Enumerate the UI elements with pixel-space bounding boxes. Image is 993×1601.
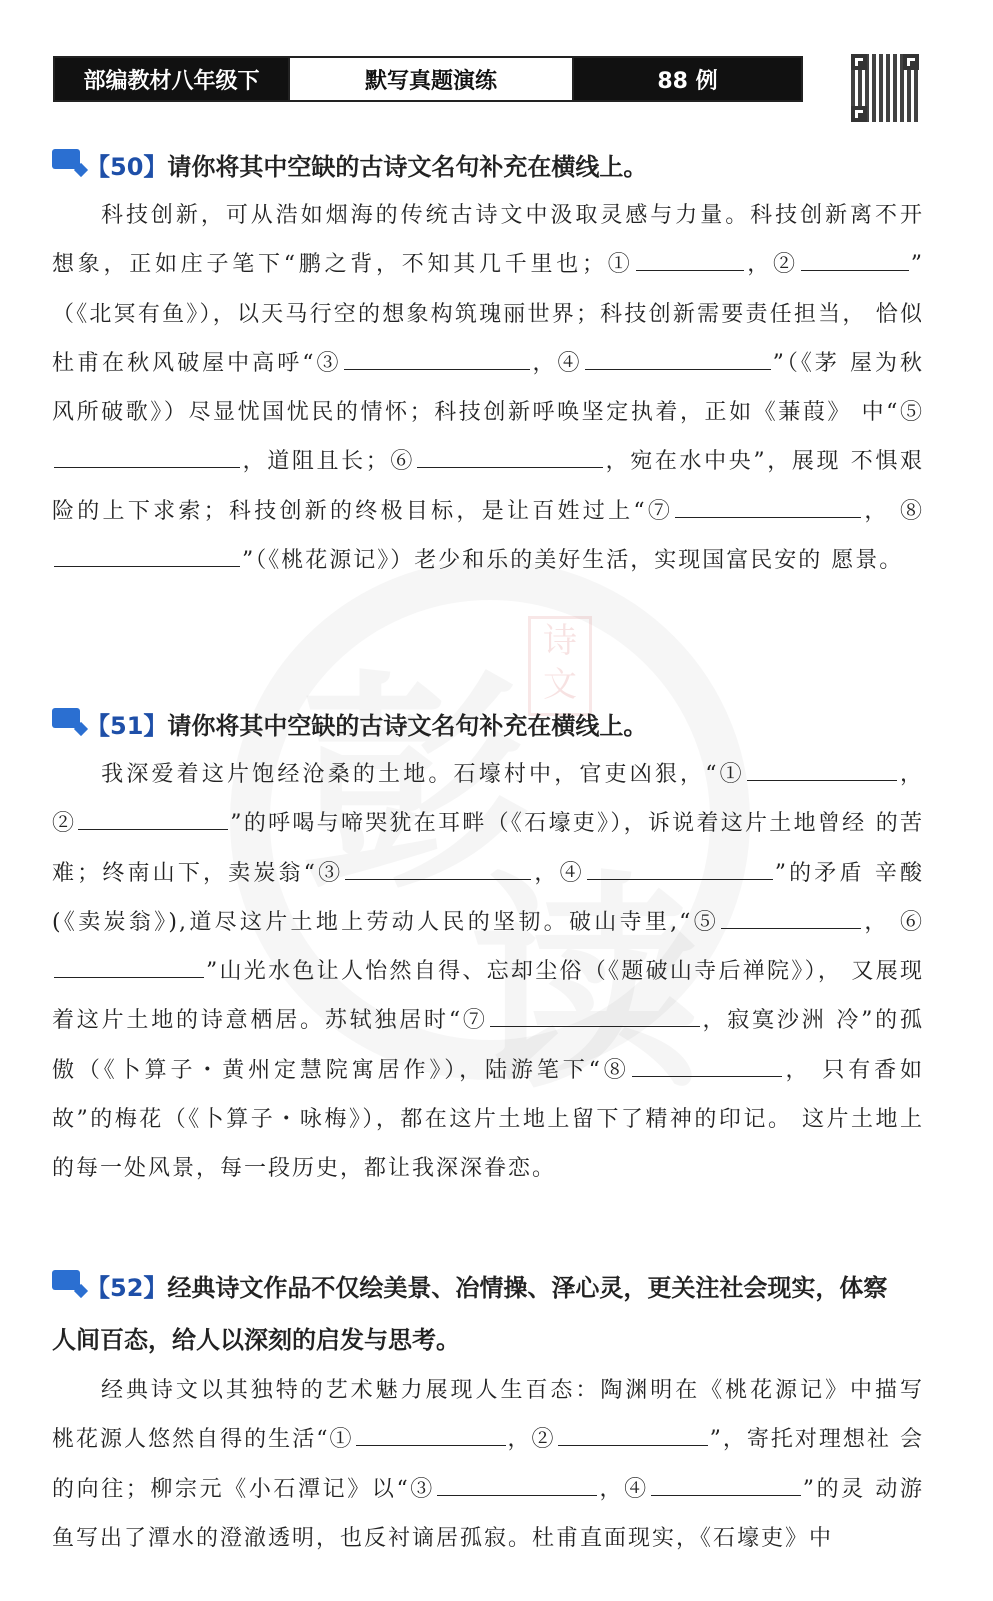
bookmark-icon bbox=[52, 149, 80, 169]
answer-blank[interactable] bbox=[558, 1419, 708, 1446]
passage-text: ，道阻且长；⑥ bbox=[242, 449, 415, 475]
passage-text: 这片土地上的每一处风景，每一段历史，都让我深深眷恋。 bbox=[52, 1107, 924, 1182]
passage-text: （《北冥有鱼》），以天马行空的想象构筑瑰丽世界；科技创新需要责任担当， bbox=[52, 301, 867, 327]
passage-text: 不惧艰险的上下求索；科技创新的终极目标，是让百姓过上“⑦ bbox=[52, 449, 924, 524]
bookmark-icon bbox=[52, 1270, 80, 1290]
answer-blank[interactable] bbox=[78, 803, 228, 830]
answer-blank[interactable] bbox=[437, 1469, 597, 1496]
question-passage bbox=[52, 191, 924, 585]
watermark-seal: 诗 文 bbox=[528, 616, 592, 716]
passage-text: ，② bbox=[507, 1427, 556, 1453]
question-passage bbox=[52, 750, 924, 1194]
question-number: 【52】 bbox=[86, 1274, 168, 1302]
answer-blank[interactable] bbox=[632, 1050, 782, 1077]
passage-text: ”的矛盾 bbox=[774, 860, 865, 886]
passage-text: ”（《桃花源记》）老少和乐的美好生活，实现国富民安的 bbox=[242, 548, 823, 574]
answer-blank[interactable] bbox=[636, 244, 744, 271]
passage-text: 中“⑤ bbox=[861, 400, 924, 426]
passage-text: 恰似杜甫在秋风破屋中高呼“③ bbox=[52, 301, 924, 376]
answer-blank[interactable] bbox=[344, 343, 530, 370]
passage-text: ，④ bbox=[533, 860, 585, 886]
passage-text: ”，寄托对理想社 bbox=[709, 1427, 891, 1453]
passage-text: ⑧ bbox=[899, 498, 924, 524]
question-prompt: 请你将其中空缺的古诗文名句补充在横线上。 bbox=[167, 712, 648, 740]
passage-text: ，② bbox=[745, 252, 799, 278]
passage-text: 辛酸(《卖炭翁》),道尽这片土地上劳动人民的坚韧。破山寺里,“⑤ bbox=[52, 860, 924, 935]
question-50 bbox=[52, 143, 924, 585]
passage-text: 会的向往；柳宗元《小石潭记》以“③ bbox=[52, 1427, 924, 1502]
answer-blank[interactable] bbox=[801, 244, 909, 271]
passage-text: ， bbox=[783, 1057, 812, 1083]
passage-text: 的苦难；终南山下，卖炭翁“③ bbox=[52, 811, 924, 886]
header-grade: 部编教材八年级下 bbox=[55, 58, 288, 100]
passage-text: 想象，正如庄子笔下“鹏之背，不知其几千里也；① bbox=[52, 252, 634, 278]
question-prompt: 请你将其中空缺的古诗文名句补充在横线上。 bbox=[167, 153, 648, 181]
passage-text: 我深爱着这片饱经沧桑的土地。石壕村中，官吏凶狠，“① bbox=[100, 762, 745, 787]
question-52 bbox=[52, 1262, 924, 1563]
answer-blank[interactable] bbox=[651, 1469, 801, 1496]
bookmark-icon bbox=[52, 708, 80, 728]
passage-text: 经典诗文以其独特的艺术魅力展现人生百态：陶渊明在《桃花源记》中描写 bbox=[100, 1378, 924, 1403]
question-heading bbox=[52, 702, 924, 750]
answer-blank[interactable] bbox=[417, 441, 603, 468]
qr-code-icon bbox=[851, 54, 919, 122]
passage-text: ，寂寞沙洲 bbox=[701, 1008, 827, 1034]
answer-blank[interactable] bbox=[345, 853, 531, 880]
passage-text: 动游鱼写出了潭水的澄澈透明，也反衬谪居孤寂。杜甫直面现实，《石壕吏》中 bbox=[52, 1476, 924, 1551]
passage-text: ， bbox=[898, 762, 924, 787]
question-prompt: 经典诗文作品不仅绘美景、冶情操、泽心灵，更关注社会现实，体察 bbox=[167, 1274, 888, 1302]
answer-blank[interactable] bbox=[54, 540, 240, 567]
passage-text: ，宛在水中央”，展现 bbox=[605, 449, 842, 475]
answer-blank[interactable] bbox=[587, 853, 773, 880]
passage-text: ” bbox=[910, 252, 924, 278]
answer-blank[interactable] bbox=[675, 491, 861, 518]
question-51 bbox=[52, 702, 924, 1194]
question-passage bbox=[52, 1366, 924, 1563]
passage-text: ”的灵 bbox=[802, 1476, 866, 1502]
passage-text: 只有香如故”的梅花（《卜算子・咏梅》），都在这片土地上留下了精神的印记。 bbox=[52, 1057, 924, 1133]
answer-blank[interactable] bbox=[54, 441, 240, 468]
header-title: 默写真题演练 bbox=[288, 58, 574, 100]
question-heading bbox=[52, 143, 924, 191]
passage-text: 又展现着这片土地的诗意栖居。苏轼独居时“⑦ bbox=[52, 959, 924, 1034]
passage-text: 桃花源人悠然自得的生活“① bbox=[52, 1427, 354, 1453]
question-prompt: 人间百态，给人以深刻的启发与思考。 bbox=[52, 1326, 460, 1354]
answer-blank[interactable] bbox=[490, 1000, 700, 1027]
answer-blank[interactable] bbox=[585, 343, 771, 370]
header-bar bbox=[53, 56, 803, 102]
answer-blank[interactable] bbox=[747, 754, 897, 781]
passage-text: 屋为秋风所破歌》）尽显忧国忧民的情怀；科技创新呼唤坚定执着，正如《蒹葭》 bbox=[52, 350, 924, 426]
passage-text: 科技创新，可从浩如烟海的传统古诗文中汲取灵感与力量。科技创新离不开 bbox=[100, 203, 924, 228]
answer-blank[interactable] bbox=[356, 1419, 506, 1446]
question-heading bbox=[52, 1262, 924, 1366]
answer-blank[interactable] bbox=[721, 902, 861, 929]
question-number: 【51】 bbox=[86, 712, 168, 740]
passage-text: ， bbox=[863, 909, 890, 935]
passage-text: ，④ bbox=[531, 350, 583, 376]
passage-text: 愿景。 bbox=[831, 548, 904, 574]
passage-text: ② bbox=[52, 811, 77, 837]
passage-text: ”山光水色让人怡然自得、忘却尘俗（《题破山寺后禅院》）， bbox=[206, 959, 843, 985]
passage-text: ”（《茅 bbox=[772, 350, 840, 376]
passage-text: ”的呼喝与啼哭犹在耳畔（《石壕吏》），诉说着这片土地曾经 bbox=[230, 811, 867, 837]
header-count: 88 例 bbox=[574, 58, 801, 100]
passage-text: ⑥ bbox=[899, 909, 924, 935]
passage-text: 冷”的孤傲（《卜算子・黄州定慧院寓居作》），陆游笔下“⑧ bbox=[52, 1008, 924, 1083]
question-number: 【50】 bbox=[86, 153, 168, 181]
passage-text: ， bbox=[863, 498, 890, 524]
passage-text: ，④ bbox=[598, 1476, 649, 1502]
answer-blank[interactable] bbox=[54, 951, 204, 978]
